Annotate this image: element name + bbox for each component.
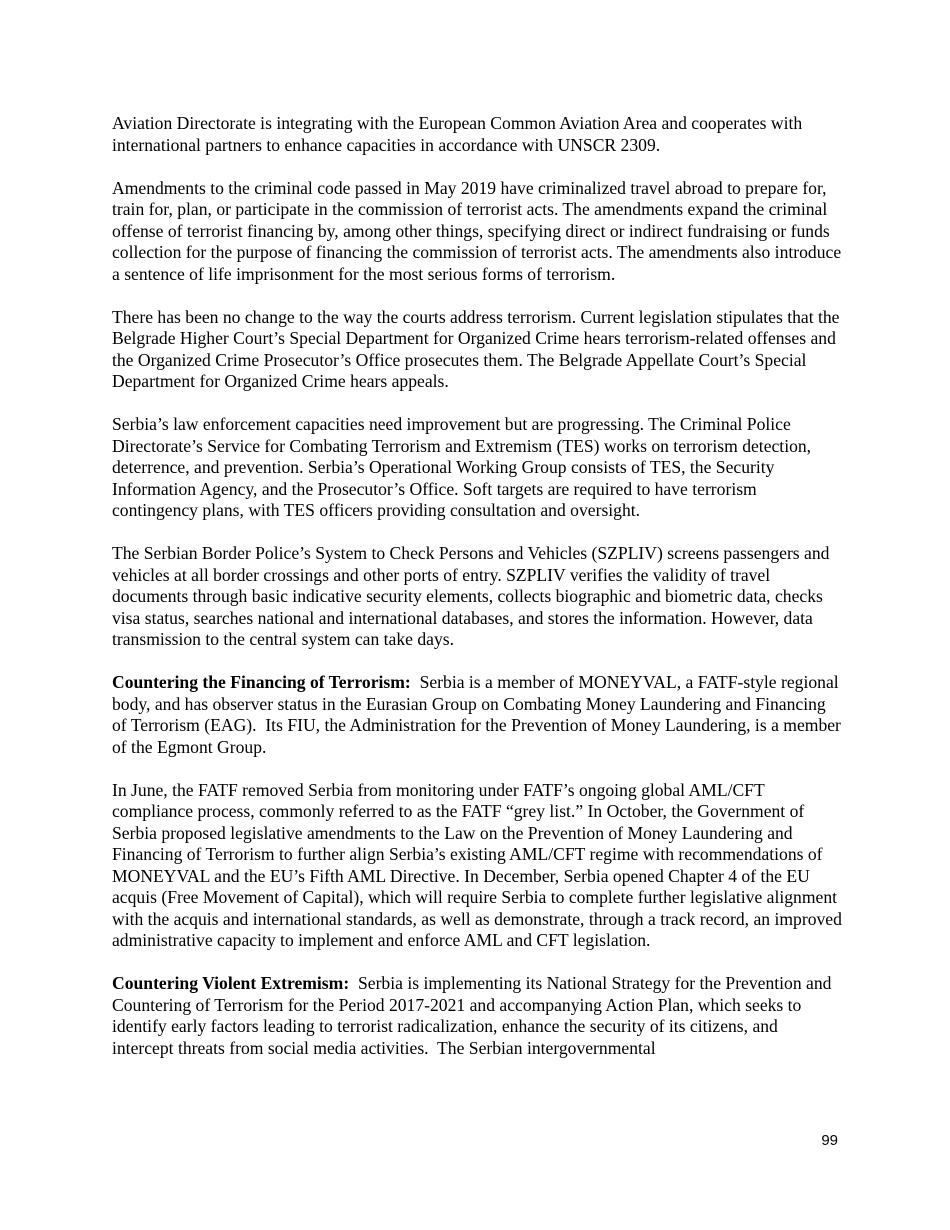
paragraph-fatf xyxy=(112,780,842,952)
page-number: 99 xyxy=(821,1132,838,1149)
paragraph-text: Serbia is implementing its National Strategy for the Prevention and Countering of Terrorism for the Period 2017-2021 and accompanying Action Plan, which seeks to identify early factors leading to terrorist radicalization, enhance the security of its citizens, and intercept threats from social media activities. The Serbian intergovernmental xyxy=(112,973,836,1058)
section-heading-financing: Countering the Financing of Terrorism: xyxy=(112,672,411,692)
paragraph-text: Serbia’s law enforcement capacities need improvement but are progressing. The Criminal Police Directorate’s Service for Combating Terrorism and Extremism (TES) works on terrorism detection, deterrence, and prevention. Serbia’s Operational Working Group consists of TES, the Security Information Agency, and the Prosecutor’s Office. Soft targets are required to have terrorism contingency plans, with TES officers providing consultation and oversight. xyxy=(112,414,812,520)
paragraph-financing xyxy=(112,672,846,758)
paragraph-text: Serbia is a member of MONEYVAL, a FATF-style regional body, and has observer status in the Eurasian Group on Combating Money Laundering and Financing of Terrorism (EAG). Its FIU, the Administration for the Prevention of Money Laundering, is a member of the Egmont Group. xyxy=(112,672,846,757)
paragraph-text: In June, the FATF removed Serbia from monitoring under FATF’s ongoing global AML/CFT compliance process, commonly referred to as the FATF “grey list.” In October, the Government of Serbia proposed legislative amendments to the Law on the Prevention of Money Laundering and Financing of Terrorism to further align Serbia’s existing AML/CFT regime with recommendations of MONEYVAL and the EU’s Fifth AML Directive. In December, Serbia opened Chapter 4 of the EU acquis (Free Movement of Capital), which will require Serbia to complete further legislative alignment with the acquis and international standards, as well as demonstrate, through a track record, an improved administrative capacity to implement and enforce AML and CFT legislation. xyxy=(112,779,842,950)
paragraph-law-enforcement xyxy=(112,414,842,522)
paragraph-border-police xyxy=(112,543,842,651)
paragraph-text: Aviation Directorate is integrating with the European Common Aviation Area and cooperates with international partners to enhance capacities in accordance with UNSCR 2309. xyxy=(112,113,803,155)
paragraph-aviation xyxy=(112,113,842,156)
paragraph-text: There has been no change to the way the courts address terrorism. Current legislation stipulates that the Belgrade Higher Court’s Special Department for Organized Crime hears terrorism-related offenses and the Organized Crime Prosecutor’s Office prosecutes them. The Belgrade Appellate Court’s Special Department for Organized Crime hears appeals. xyxy=(112,306,840,391)
paragraph-criminal-code xyxy=(112,178,842,286)
paragraph-courts xyxy=(112,307,842,393)
section-heading-violent-extremism: Countering Violent Extremism: xyxy=(112,973,350,993)
document-body xyxy=(112,113,846,1081)
paragraph-text: Amendments to the criminal code passed in May 2019 have criminalized travel abroad to prepare for, train for, plan, or participate in the commission of terrorist acts. The amendments expand the criminal offense of terrorist financing by, among other things, specifying direct or indirect fundraising or funds collection for the purpose of financing the commission of terrorist acts. The amendments also introduce a sentence of life imprisonment for the most serious forms of terrorism. xyxy=(112,177,842,284)
paragraph-text: The Serbian Border Police’s System to Check Persons and Vehicles (SZPLIV) screens passengers and vehicles at all border crossings and other ports of entry. SZPLIV verifies the validity of travel documents through basic indicative security elements, collects biographic and biometric data, checks visa status, searches national and international databases, and stores the information. However, data transmission to the central system can take days. xyxy=(112,543,830,649)
paragraph-violent-extremism xyxy=(112,973,842,1059)
